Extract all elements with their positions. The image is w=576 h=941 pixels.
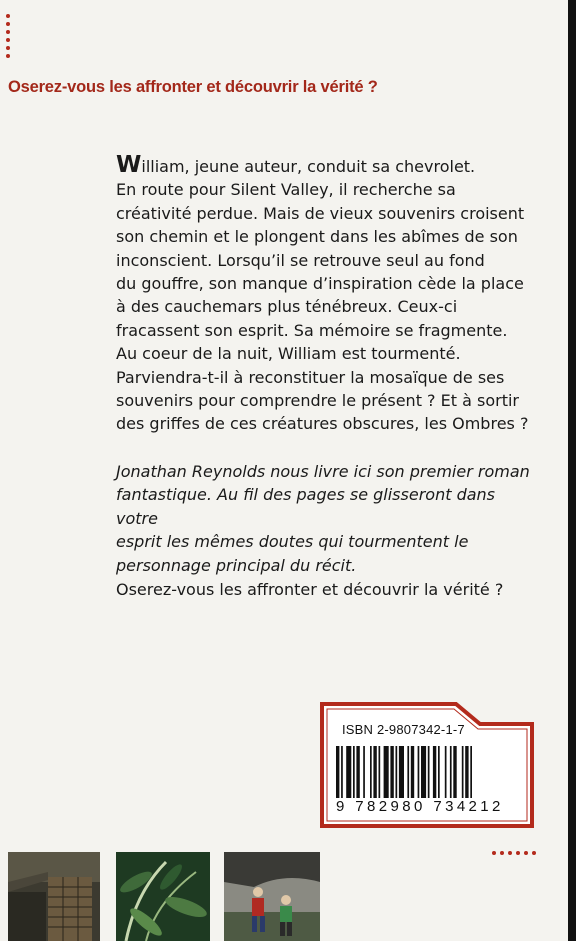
tagline: Oserez-vous les affronter et découvrir la vérité ? <box>8 78 378 96</box>
barcode-box <box>320 702 534 828</box>
isbn-number: ISBN 2-9807342-1-7 <box>342 722 465 737</box>
jungle-leaves-image <box>116 852 210 941</box>
brick-building-image <box>8 852 100 941</box>
barcode-digits: 9 782980 734212 <box>336 798 504 815</box>
blurb-text: illiam, jeune auteur, conduit sa chevrolet. En route pour Silent Valley, il recherche sa créativité perdue. Mais de vieux souvenirs croisent son chemin et le plongent dans les abîmes de son inconscient. Lorsqu’il se retrouve seul au fond du gouffre, son manque d’inspiration cède la place à des cauchemars plus ténébreux. Ceux-ci fracassent son esprit. Sa mémoire se fragmente. Au coeur de la nuit, William est tourmenté. Parviendra-t-il à reconstituer la mosaïque de ses souvenirs pour comprendre le présent ? Et à sortir des griffes de ces créatures obscures, les Ombres ? <box>116 157 529 434</box>
figures-fleeing-image <box>224 852 320 941</box>
decorative-dots-vertical <box>6 14 10 58</box>
blurb <box>116 154 536 436</box>
closing-line: Oserez-vous les affronter et découvrir la vérité ? <box>116 580 504 599</box>
barcode <box>336 746 520 798</box>
author-note: Jonathan Reynolds nous livre ici son premier roman fantastique. Au fil des pages se glisseront dans votre esprit les mêmes doutes qui tourmentent le personnage principal du récit. <box>116 462 530 575</box>
decorative-dots-horizontal <box>492 851 536 855</box>
spine-edge <box>568 0 576 941</box>
blurb-initial: W <box>116 152 142 178</box>
